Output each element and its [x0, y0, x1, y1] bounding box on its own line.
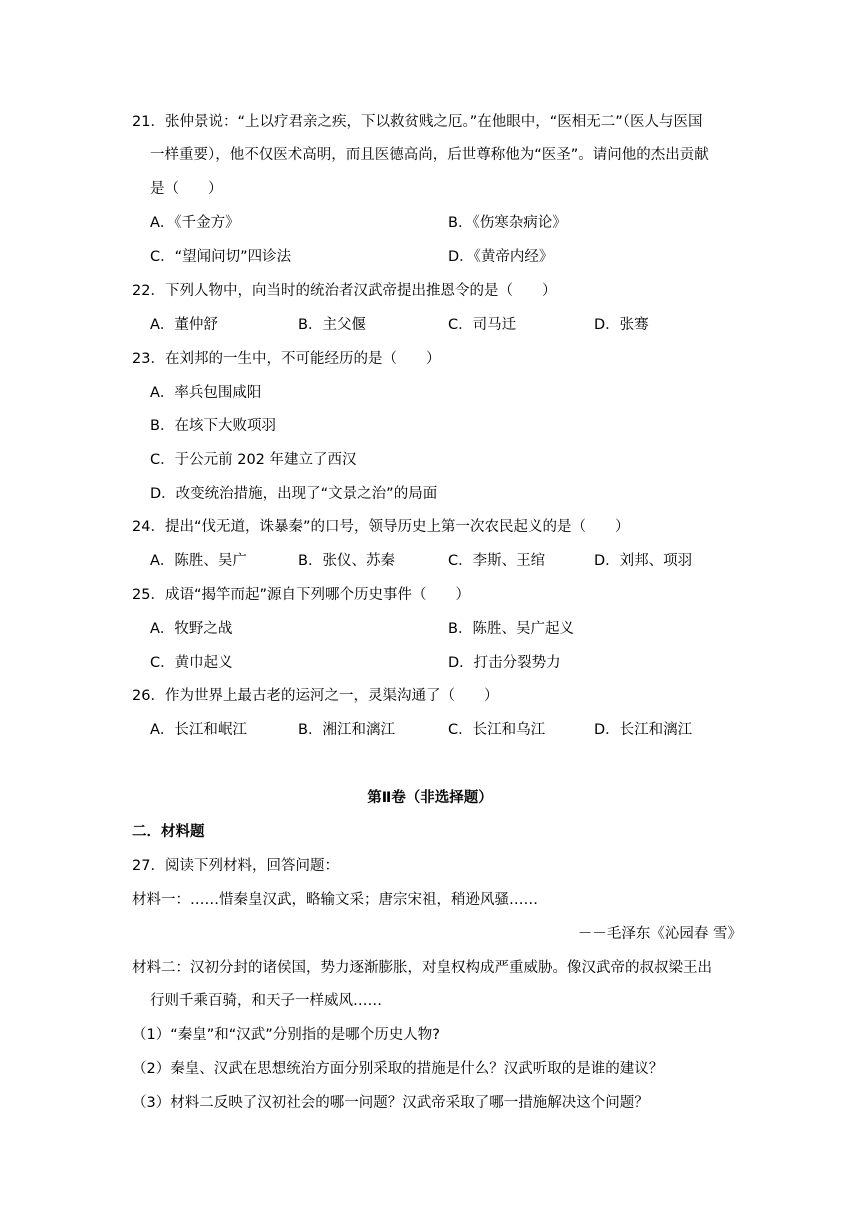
q26-option-a: A．长江和岷江 — [150, 722, 247, 738]
q25-option-c: C．黄巾起义 — [150, 655, 233, 671]
section-title: 二．材料题 — [132, 824, 205, 840]
q27-subquestion-3: （3）材料二反映了汉初社会的哪一问题？汉武帝采取了哪一措施解决这个问题？ — [132, 1095, 649, 1111]
q26-option-b: B．湘江和漓江 — [298, 722, 395, 738]
q24-option-b: B．张仪、苏秦 — [298, 553, 395, 569]
q27-material-1-source: －－毛泽东《沁园春 雪》 — [577, 926, 742, 942]
q27-material-2-line1: 材料二：汉初分封的诸侯国，势力逐渐膨胀，对皇权构成严重威胁。像汉武帝的叔叔梁王出 — [132, 960, 712, 976]
q24-option-c: C．李斯、王绾 — [448, 553, 546, 569]
q23-option-c: C．于公元前 202 年建立了西汉 — [150, 452, 357, 468]
q27-material-2-line2: 行则千乘百骑，和天子一样威风…… — [150, 993, 382, 1009]
q23-option-a: A．率兵包围咸阳 — [150, 385, 262, 401]
q21-stem-line3: 是（ ） — [150, 181, 223, 197]
q23-option-d: D．改变统治措施，出现了“文景之治”的局面 — [150, 486, 438, 502]
q25-option-b: B．陈胜、吴广起义 — [448, 621, 574, 637]
q24-option-a: A．陈胜、吴广 — [150, 553, 247, 569]
q26-option-c: C．长江和乌江 — [448, 722, 546, 738]
part2-title: 第Ⅱ卷（非选择题） — [367, 790, 493, 806]
q21-option-b: B．《伤寒杂病论》 — [448, 215, 567, 231]
q22-option-d: D．张骞 — [594, 317, 649, 333]
q26-stem: 26．作为世界上最古老的运河之一，灵渠沟通了（ ） — [132, 688, 499, 704]
q21-option-c: C．“望闻问切”四诊法 — [150, 249, 292, 265]
q27-stem: 27．阅读下列材料，回答问题： — [132, 858, 339, 874]
q21-stem-line1: 21．张仲景说：“上以疗君亲之疾，下以救贫贱之厄。”在他眼中，“医相无二”（医人与医国 — [132, 114, 703, 130]
q22-option-c: C．司马迁 — [448, 317, 517, 333]
q27-material-1: 材料一：……惜秦皇汉武，略输文采；唐宗宋祖，稍逊风骚…… — [132, 892, 538, 908]
q27-subquestion-2: （2）秦皇、汉武在思想统治方面分别采取的措施是什么？汉武听取的是谁的建议？ — [132, 1061, 664, 1077]
q21-option-a: A．《千金方》 — [150, 215, 240, 231]
q24-stem: 24．提出“伐无道，诛暴秦”的口号，领导历史上第一次农民起义的是（ ） — [132, 519, 630, 535]
q25-option-d: D．打击分裂势力 — [448, 655, 561, 671]
q21-stem-line2: 一样重要），他不仅医术高明，而且医德高尚，后世尊称他为“医圣”。请问他的杰出贡献 — [150, 147, 709, 163]
q23-option-b: B．在垓下大败项羽 — [150, 418, 276, 434]
q22-stem: 22．下列人物中，向当时的统治者汉武帝提出推恩令的是（ ） — [132, 283, 557, 299]
q24-option-d: D．刘邦、项羽 — [594, 553, 693, 569]
q21-option-d: D．《黄帝内经》 — [448, 249, 554, 265]
q22-option-a: A．董仲舒 — [150, 317, 218, 333]
q27-subquestion-1: （1）“秦皇”和“汉武”分别指的是哪个历史人物? — [132, 1027, 440, 1043]
q25-option-a: A．牧野之战 — [150, 621, 233, 637]
q25-stem: 25．成语“揭竿而起”源自下列哪个历史事件（ ） — [132, 587, 470, 603]
q26-option-d: D．长江和漓江 — [594, 722, 693, 738]
q23-stem: 23．在刘邦的一生中，不可能经历的是（ ） — [132, 351, 441, 367]
q22-option-b: B．主父偃 — [298, 317, 366, 333]
